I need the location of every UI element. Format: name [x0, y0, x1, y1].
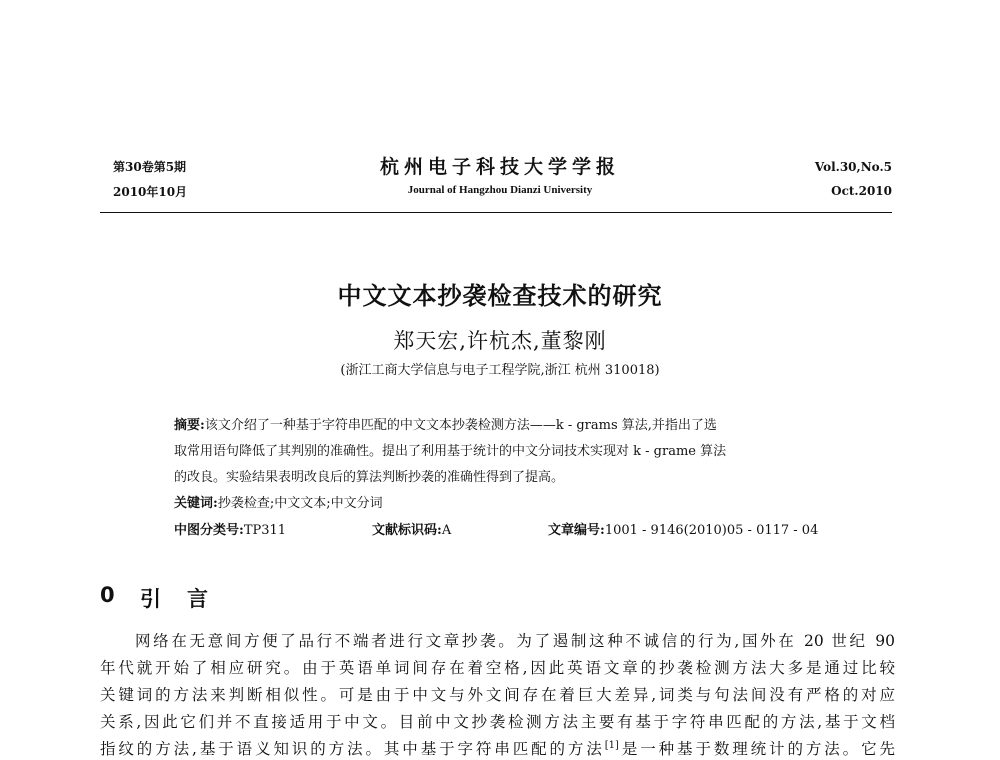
clc-field: [174, 519, 286, 538]
abstract-label: 摘要:: [174, 418, 205, 433]
abstract-text-1: 该文介绍了一种基于字符串匹配的中文文本抄袭检测方法——k - grams 算法,并指出了选: [204, 418, 717, 433]
section-number: 0: [100, 583, 115, 607]
citation-ref[interactable]: [1]: [604, 739, 619, 751]
abstract-line-3: 的改良。实验结果表明改良后的算法判断抄袭的准确性得到了提高。: [174, 470, 565, 485]
keywords-label: 关键词:: [174, 496, 218, 511]
article-authors: 郑天宏,许杭杰,董黎刚: [393, 329, 607, 353]
abstract-line-1: [174, 414, 717, 433]
date-cn: 2010年10月: [113, 185, 188, 199]
body-line-2: 年代就开始了相应研究。由于英语单词间存在着空格,因此英语文章的抄袭检测方法大多是通过比较: [100, 659, 895, 677]
clc-label: 中图分类号:: [174, 523, 244, 538]
article-title: 中文文本抄袭检查技术的研究: [337, 282, 663, 310]
body-line-5-end: 是一种基于数理统计的方法。它先: [618, 740, 895, 758]
doc-code-label: 文献标识码:: [372, 523, 442, 538]
doc-code-field: [372, 519, 451, 538]
article-no-field: [548, 519, 818, 538]
body-line-1: 网络在无意间方便了品行不端者进行文章抄袭。为了遏制这种不诚信的行为,国外在 20 世纪 90: [135, 632, 895, 650]
journal-title-cn: 杭州电子科技大学学报: [379, 156, 620, 178]
keywords-value: 抄袭检查;中文文本;中文分词: [217, 496, 383, 511]
article-no-label: 文章编号:: [548, 523, 605, 538]
volume-issue-cn: 第30卷第5期: [113, 160, 187, 174]
abstract-line-2: 取常用语句降低了其判别的准确性。提出了利用基于统计的中文分词技术实现对 k - grame 算法: [174, 444, 727, 459]
article-affiliation: (浙江工商大学信息与电子工程学院,浙江 杭州 310018): [340, 363, 660, 378]
body-line-5: [100, 737, 895, 759]
journal-title-en: Journal of Hangzhou Dianzi University: [407, 184, 593, 196]
body-line-4: 关系,因此它们并不直接适用于中文。目前中文抄袭检测方法主要有基于字符串匹配的方法,基于文档: [100, 713, 895, 731]
doc-code-value: A: [441, 523, 452, 538]
clc-value: TP311: [243, 523, 287, 538]
date-en: Oct.2010: [831, 184, 892, 198]
section-title: 引言: [140, 587, 234, 611]
volume-issue-en: Vol.30,No.5: [814, 160, 892, 174]
header-rule: [100, 212, 892, 213]
keywords-line: [174, 492, 383, 511]
body-line-3: 关键词的方法来判断相似性。可是由于中文与外文间存在着巨大差异,词类与句法间没有严格的对应: [100, 686, 895, 704]
body-line-5-start: 指纹的方法,基于语义知识的方法。其中基于字符串匹配的方法: [100, 740, 605, 758]
article-no-value: 1001 - 9146(2010)05 - 0117 - 04: [604, 523, 819, 538]
